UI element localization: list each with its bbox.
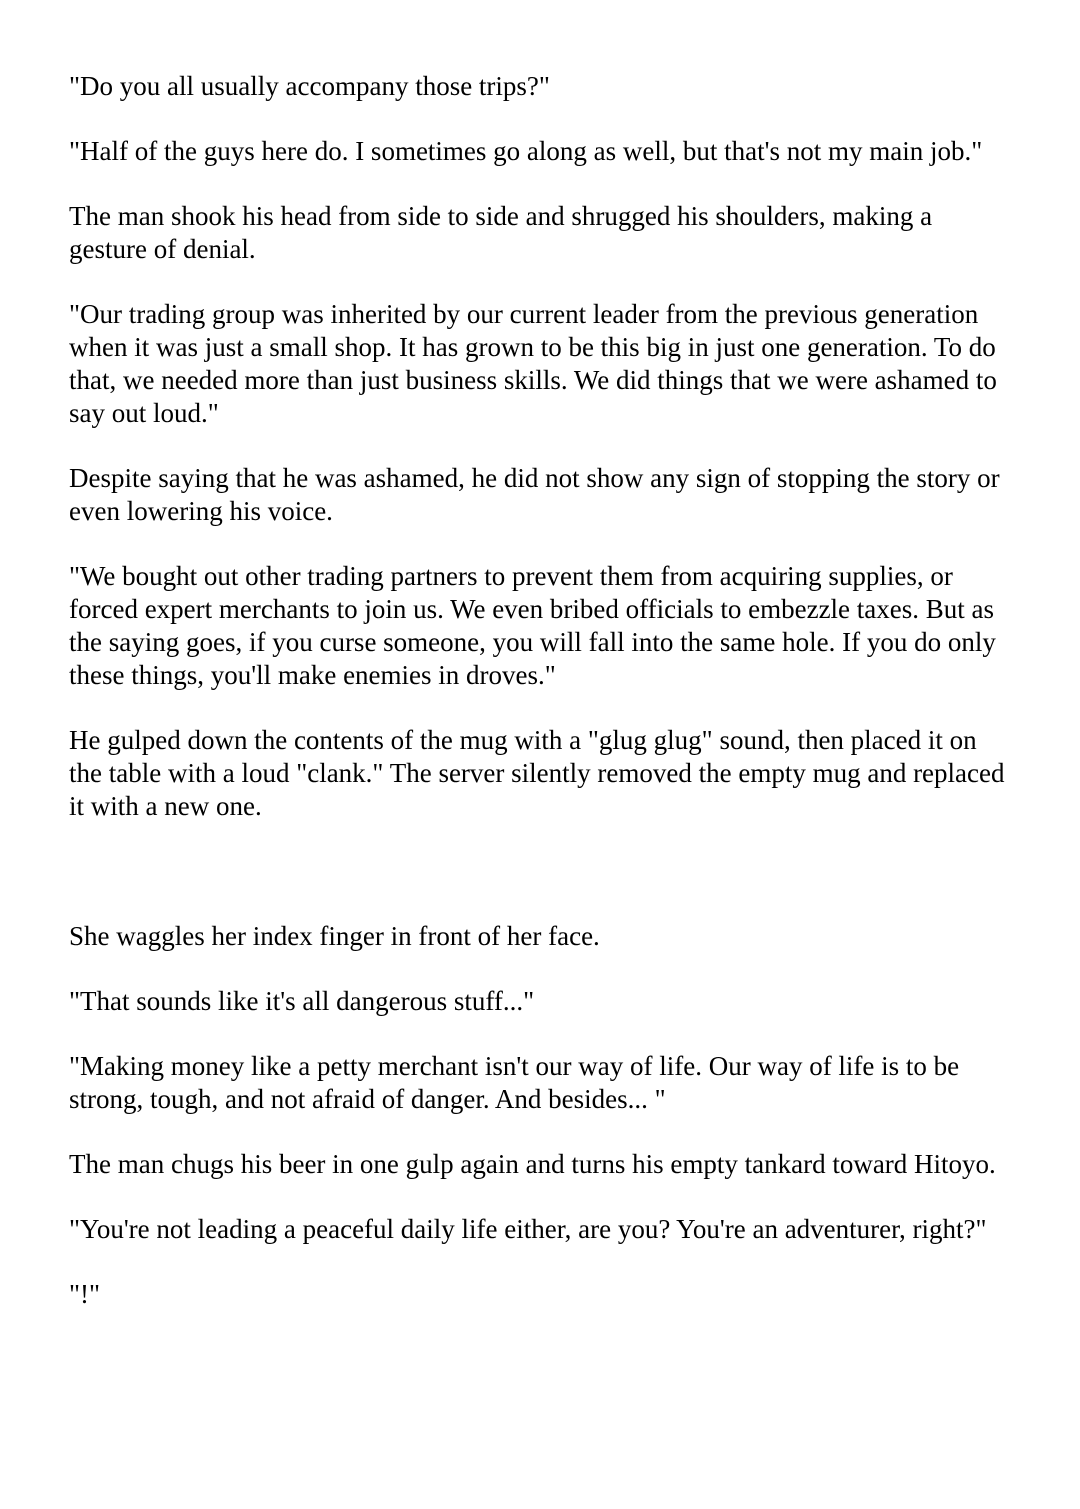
paragraph: "Do you all usually accompany those trips?" — [69, 71, 550, 101]
paragraph: "That sounds like it's all dangerous stuff..." — [69, 986, 535, 1016]
paragraph: Despite saying that he was ashamed, he did not show any sign of stopping the story or even lowering his voice. — [69, 463, 1000, 526]
paragraph: "Half of the guys here do. I sometimes go along as well, but that's not my main job." — [69, 136, 983, 166]
blank-line — [69, 855, 1014, 888]
paragraph: She waggles her index finger in front of her face. — [69, 921, 600, 951]
paragraph: "Making money like a petty merchant isn't our way of life. Our way of life is to be strong, tough, and not afraid of danger. And besides... " — [69, 1051, 960, 1114]
paragraph: "Our trading group was inherited by our current leader from the previous generation when it was just a small shop. It has grown to be this big in just one generation. To do that, we needed more than just business skills. We did things that we were ashamed to say out loud." — [69, 299, 997, 428]
paragraph: "We bought out other trading partners to prevent them from acquiring supplies, or forced expert merchants to join us. We even bribed officials to embezzle taxes. But as the saying goes, if you curse someone, you will fall into the same hole. If you do only these things, you'll make enemies in droves." — [69, 561, 996, 690]
paragraph: "!" — [69, 1279, 101, 1309]
paragraph: "You're not leading a peaceful daily life either, are you? You're an adventurer, right?" — [69, 1214, 987, 1244]
paragraph: The man chugs his beer in one gulp again and turns his empty tankard toward Hitoyo. — [69, 1149, 996, 1179]
paragraph: He gulped down the contents of the mug with a "glug glug" sound, then placed it on the table with a loud "clank." The server silently removed the empty mug and replaced it with a new one. — [69, 725, 1005, 821]
paragraph: The man shook his head from side to side and shrugged his shoulders, making a gesture of denial. — [69, 201, 933, 264]
